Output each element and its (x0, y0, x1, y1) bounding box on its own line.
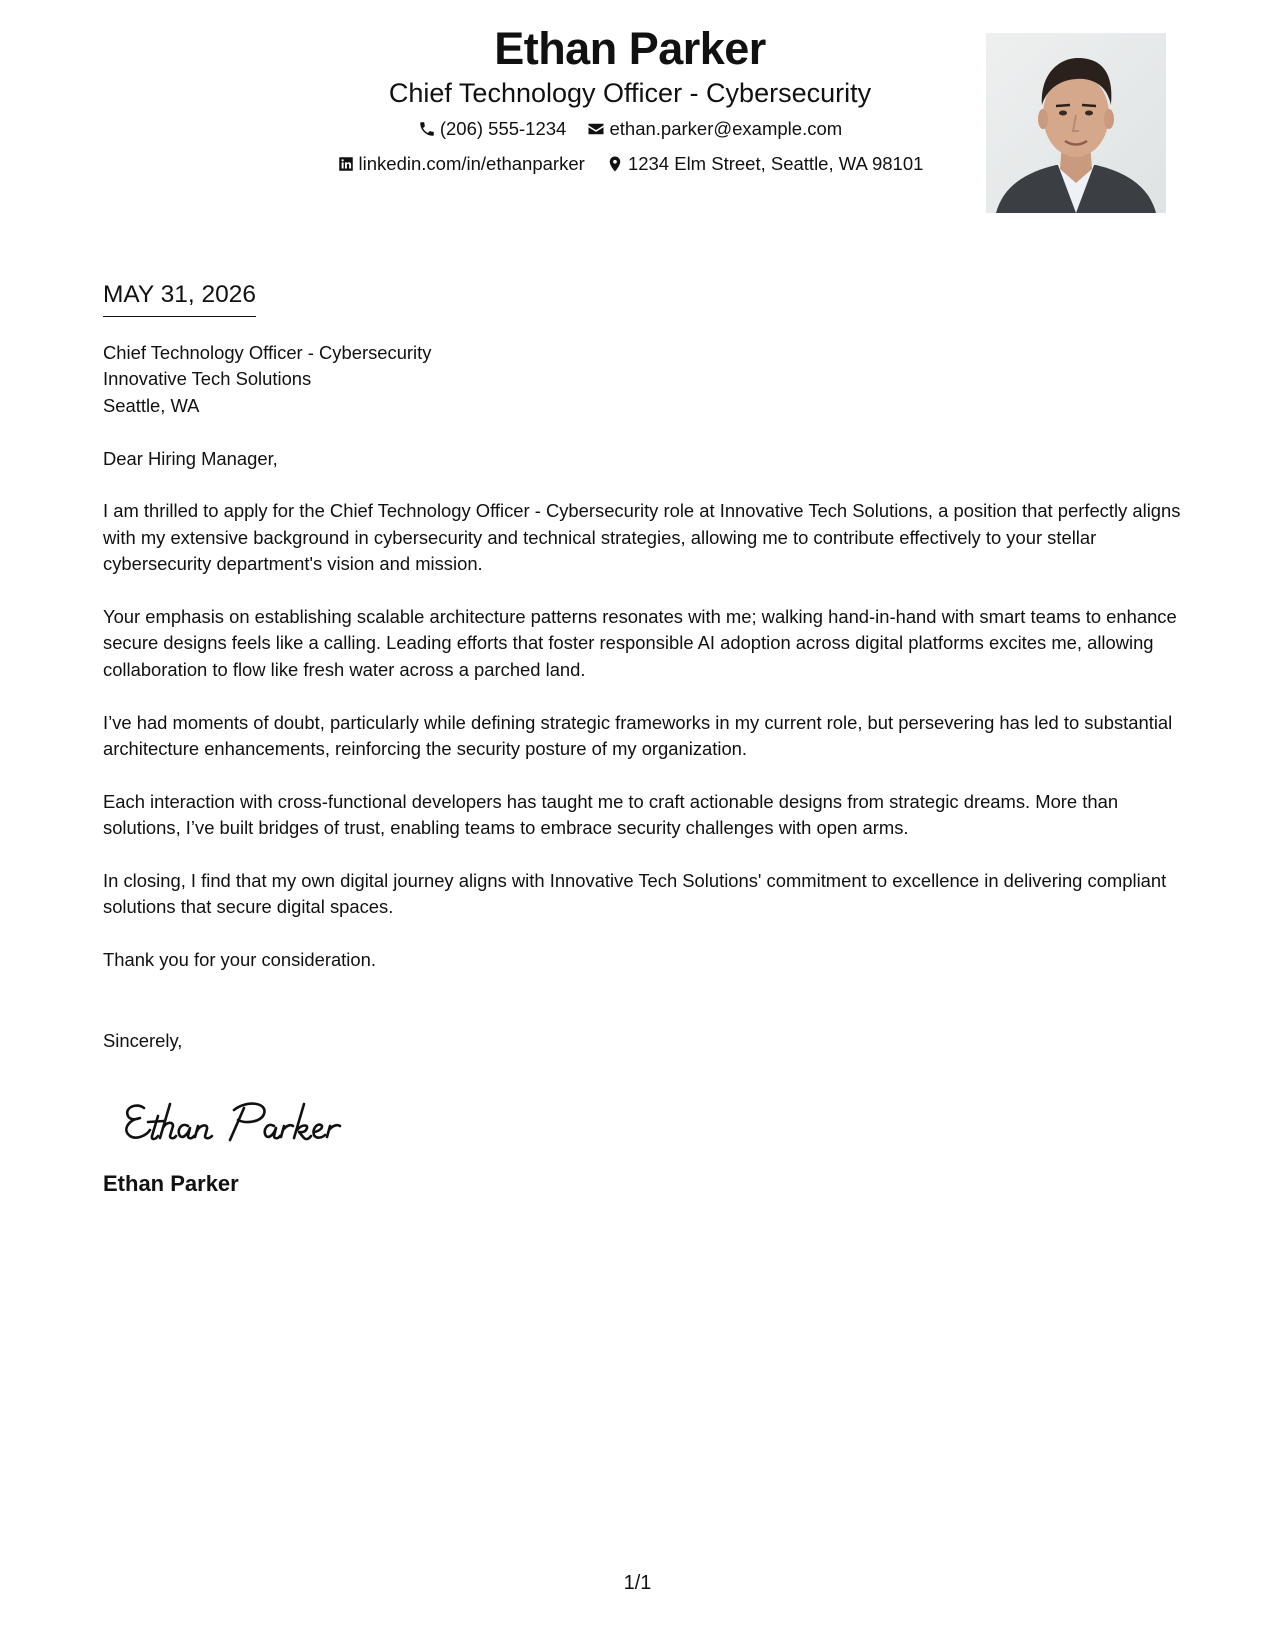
applicant-title: Chief Technology Officer - Cybersecurity (388, 78, 872, 108)
email-contact[interactable] (587, 117, 842, 141)
header-info (230, 22, 1030, 179)
phone-text: (206) 555-1234 (439, 118, 567, 139)
phone-contact[interactable] (418, 117, 567, 141)
closing: Sincerely, (103, 1030, 183, 1051)
recipient-location: Seattle, WA (103, 394, 200, 416)
paragraph-5: In closing, I find that my own digital journey aligns with Innovative Tech Solutions' commitment to excellence in delivering compliant solutions that secure digital spaces. (103, 870, 1167, 918)
salutation: Dear Hiring Manager, (103, 447, 278, 469)
paragraph-2: Your emphasis on establishing scalable architecture patterns resonates with me; walking hand-in-hand with smart teams to enhance secure designs feels like a calling. Leading efforts that foster responsible AI adoption across digital platforms excites me, allowing collaboration to flow like fresh water across a parched land. (103, 606, 1177, 680)
linkedin-contact[interactable] (337, 152, 585, 176)
contact-line-2 (230, 152, 1030, 179)
letter-header (0, 0, 1275, 220)
contact-line-1 (230, 117, 1030, 144)
paragraph-4: Each interaction with cross-functional developers has taught me to craft actionable designs from strategic dreams. More than solutions, I’ve built bridges of trust, enabling teams to embrace security challenges with open arms. (103, 790, 1119, 839)
address-text: 1234 Elm Street, Seattle, WA 98101 (627, 153, 924, 174)
letter-body (103, 340, 1183, 974)
map-pin-icon (606, 155, 624, 173)
signer-name: Ethan Parker (103, 1171, 239, 1196)
envelope-icon (587, 120, 605, 138)
paragraph-1: I am thrilled to apply for the Chief Technology Officer - Cybersecurity role at Innovative Tech Solutions, a position that perfectly aligns with my extensive background in cybersecurity and technical strategies, allowing me to contribute effectively to your stellar cybersecurity department's vision and mission. (103, 500, 1181, 575)
email-text: ethan.parker@example.com (609, 118, 843, 139)
recipient-block (103, 340, 1183, 419)
applicant-name: Ethan Parker (494, 23, 766, 74)
linkedin-icon (337, 155, 355, 173)
paragraph-3: I’ve had moments of doubt, particularly while defining strategic frameworks in my current role, but persevering has led to substantial architecture enhancements, reinforcing the security posture of my organization. (103, 711, 1173, 760)
paragraph-6: Thank you for your consideration. (103, 949, 376, 971)
page-number: 1/1 (623, 1572, 652, 1594)
profile-photo (986, 33, 1166, 213)
recipient-title: Chief Technology Officer - Cybersecurity (103, 342, 432, 363)
letter-date: MAY 31, 2026 (103, 280, 256, 317)
address-contact (606, 152, 924, 176)
linkedin-text: linkedin.com/in/ethanparker (358, 153, 585, 174)
handwritten-signature (118, 1086, 358, 1146)
phone-icon (418, 120, 436, 138)
portrait-image (986, 33, 1166, 213)
recipient-company: Innovative Tech Solutions (103, 368, 312, 390)
